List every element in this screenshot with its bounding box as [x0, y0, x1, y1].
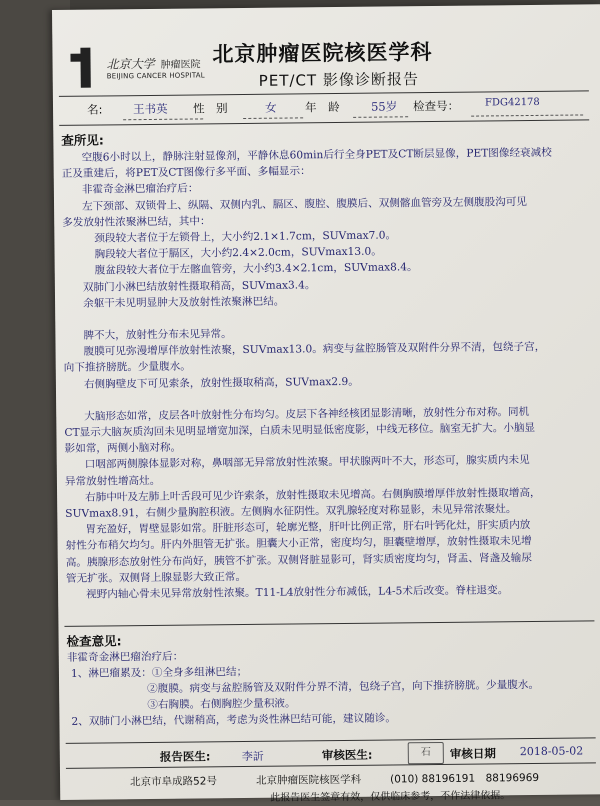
patient-age: 55岁 [370, 99, 398, 114]
signature-divider [66, 737, 596, 744]
exam-no-label: 检查号： [412, 98, 460, 114]
exam-number: FDG42178 [484, 96, 540, 109]
sex-underline [243, 117, 303, 119]
patient-name: 王书英 [132, 101, 168, 117]
findings-line: 胸段较大者位于膈区，大小约2.4×2.0cm，SUVmax13.0。 [94, 245, 382, 261]
findings-body [61, 145, 574, 604]
age-underline [353, 116, 408, 118]
findings-line: 视野内轴心骨未见异常放射性浓聚。T11-L4放射性分布减低，L4-5术后改变。脊柱退变。 [86, 584, 509, 601]
impression-line: ③右胸膜。右侧胸腔少量积液。 [147, 697, 296, 712]
findings-line: 胃充盈好，胃壁显影如常。肝脏形态可，轮廓光整，肝叶比例正常，肝右叶钙化灶，肝实质内放 [85, 519, 531, 536]
impression-line: 2、双肺门小淋巴结，代谢稍高，考虑为炎性淋巴结可能，建议随诊。 [71, 712, 397, 728]
reviewer-stamp: 石 [408, 742, 444, 764]
patient-sex: 女 [264, 100, 277, 115]
findings-line: 大脑形态如常，皮层各叶放射性分布均匀。皮层下各神经核团显影清晰，放射性分布对称。同机 [84, 405, 530, 423]
footer-phone: (010) 88196191 88196969 [390, 771, 540, 786]
report-title: 北京肿瘤医院核医学科 [212, 40, 433, 67]
age-label: 年 龄 [304, 99, 340, 115]
reviewer-label: 审核医生: [321, 747, 373, 763]
findings-line: 管无扩张。双侧肾上腺显影大致正常。 [65, 570, 247, 585]
findings-line: 口咽部两侧腺体显影对称，鼻咽部无异常放射性浓聚。甲状腺两叶不大，形态可，腺实质内未见 [84, 454, 530, 472]
findings-line: 右肺中叶及左肺上叶舌段可见少许索条，放射性摄取未见增高。右侧胸膜增厚伴放射性摄取增高， [85, 486, 541, 504]
doctor-label: 报告医生: [159, 749, 211, 764]
impression-line: ②腹膜。病变与盆腔肠管及双附件分界不清，包绕子宫，向下推挤膀胱。少量腹水。 [147, 678, 540, 696]
footer-divider [66, 762, 596, 769]
report-subtitle: PET/CT 影像诊断报告 [258, 70, 419, 90]
findings-line: 余躯干未见明显肿大及放射性浓聚淋巴结。 [83, 295, 285, 310]
footer-address: 北京市阜成路52号 [130, 775, 218, 789]
findings-line: 高。胰腺形态放射性分布尚好，胰管不扩张。双侧肾脏显影可，肾实质密度均匀，肾盂、肾盏及输尿 [65, 551, 532, 569]
findings-line: 多发放射性浓聚淋巴结，其中： [62, 215, 211, 229]
doctor-name: 李訢 [241, 749, 264, 764]
exam-no-underline [471, 114, 583, 116]
findings-line: 脾不大，放射性分布未见异常。 [83, 328, 232, 342]
findings-line: 非霍奇金淋巴瘤治疗后： [81, 182, 199, 197]
hospital-logo-icon [70, 47, 100, 87]
footer-disclaimer: 此报告医生签章有效，仅供临床参考，不作法律依据。 [270, 790, 511, 804]
header-divider [59, 90, 589, 97]
findings-line: 腹盆段较大者位于左髂血管旁，大小约3.4×2.1cm，SUVmax8.4。 [94, 261, 418, 277]
findings-divider [64, 620, 594, 627]
name-underline [123, 118, 203, 120]
findings-line: 空腹6小时以上，静脉注射显像剂，平静休息60min后行全身PET及CT断层显像，PET图像经衰减校 [81, 146, 552, 164]
findings-line: 右侧胸壁皮下可见索条，放射性摄取稍高，SUVmax2.9。 [83, 375, 359, 391]
findings-line: 正及重建后，将PET及CT图像行多平面、多幅显示： [61, 165, 311, 181]
logo-university: 北京大学 [106, 56, 155, 72]
impression-heading: 检查意见: [66, 633, 122, 649]
findings-line: 颈段较大者位于左锁骨上，大小约2.1×1.7cm，SUVmax7.0。 [94, 229, 397, 245]
findings-line: 射性分布稍欠均匀。肝内外胆管无扩张。胆囊大小正常，密度均匀，胆囊壁增厚，放射性摄取未见增 [65, 535, 532, 553]
sex-label: 性 别 [192, 101, 228, 116]
impression-line: 1、淋巴瘤累及：①全身多组淋巴结； [70, 665, 248, 680]
impression-body [67, 645, 576, 730]
date-label: 审核日期 [449, 746, 496, 761]
findings-line: 双肺门小淋巴结放射性摄取稍高，SUVmax3.4。 [82, 278, 316, 294]
report-paper [52, 4, 600, 804]
findings-line: SUVmax8.91，右侧少量胸腔积液。左侧胸水征阴性。双乳腺轻度对称显影，未见异常浓聚灶。 [65, 503, 517, 520]
impression-line: 非霍奇金淋巴瘤治疗后： [66, 650, 184, 664]
findings-line: CT显示大脑灰质沟回未见明显增宽加深，白质未见明显低密度影，中线无移位。脑室无扩大。小脑显 [64, 422, 536, 439]
findings-heading: 查所见: [61, 132, 104, 148]
findings-line: 异常放射性增高灶。 [64, 474, 161, 488]
name-label: 名: [86, 102, 103, 117]
findings-line: 腹膜可见弥漫增厚伴放射性浓聚，SUVmax13.0。病变与盆腔肠管及双附件分界不清，包绕子宫， [83, 341, 546, 358]
logo-english: BEIJING CANCER HOSPITAL [106, 71, 205, 81]
findings-line: 影如常，两侧小脑对称。 [64, 441, 182, 456]
info-divider [59, 119, 589, 126]
findings-line: 左下颈部、双锁骨上、纵隔、双侧内乳、膈区、腹腔、腹膜后、双侧髂血管旁及左侧腹股沟可见 [81, 195, 528, 213]
logo-hospital: 肿瘤医院 [160, 59, 201, 71]
review-date: 2018-05-02 [519, 744, 584, 759]
footer-dept: 北京肿瘤医院核医学科 [256, 773, 362, 787]
findings-line: 向下推挤膀胱。少量腹水。 [63, 361, 191, 375]
